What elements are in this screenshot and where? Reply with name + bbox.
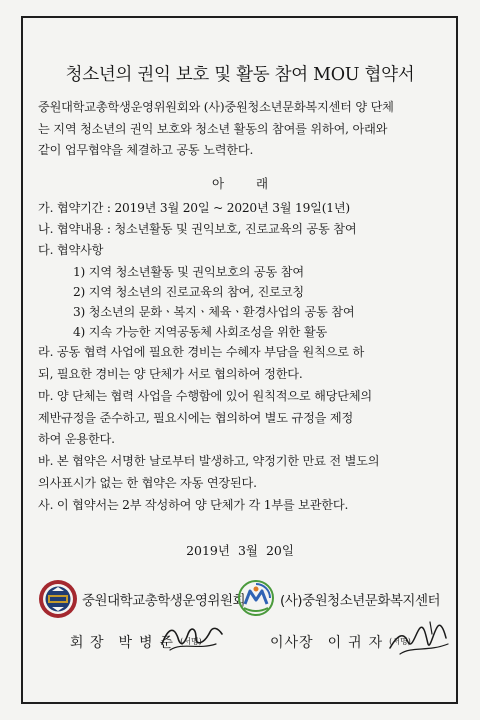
section-heading: 아 래 xyxy=(211,176,269,191)
left-signatory-name: 박병준 xyxy=(118,635,181,651)
clause-term-2: 2) 지역 청소년의 진로교육의 참여, 진로코칭 xyxy=(73,285,304,299)
left-party-name: 중원대학교총학생운영위원회 xyxy=(82,593,246,609)
clause-regulations: 마. 양 단체는 협력 사업을 수행함에 있어 원칙적으로 해당단체의 제반규정을 준수하고, 필요시에는 협의하여 별도 규정을 제정 하여 운용한다. xyxy=(38,389,372,446)
intro-paragraph: 중원대학교총학생운영위원회와 (사)중원청소년문화복지센터 양 단체 는 지역 청소년의 권익 보호와 청소년 활동의 참여를 위하여, 아래와 같이 업무협약을 체결하고 공동 노력한다. xyxy=(38,100,394,157)
clause-term-3: 3) 청소년의 문화ㆍ복지ㆍ체육ㆍ환경사업의 공동 참여 xyxy=(73,305,355,319)
right-handwritten-signature-icon xyxy=(386,618,452,658)
signing-date: 2019년 3월 20일 xyxy=(186,543,294,558)
right-signatory-role: 이사장 xyxy=(270,635,314,651)
clause-expenses: 라. 공동 협력 사업에 필요한 경비는 수혜자 부담을 원칙으로 하 되, 필요한 경비는 양 단체가 서로 협의하여 정한다. xyxy=(38,345,365,381)
center-logo-icon xyxy=(238,580,274,616)
university-emblem-icon xyxy=(38,579,78,619)
right-signatory-name: 이귀자 xyxy=(327,635,390,651)
clause-terms: 다. 협약사항 xyxy=(38,243,104,257)
right-signatory-seal: (서명) xyxy=(389,637,411,646)
left-signatory-seal: (서명) xyxy=(180,637,202,646)
clause-term-4: 4) 지속 가능한 지역공동체 사회조성을 위한 활동 xyxy=(73,325,328,339)
left-handwritten-signature-icon xyxy=(158,620,228,654)
clause-validity: 바. 본 협약은 서명한 날로부터 발생하고, 약정기한 만료 전 별도의 의사표시가 없는 한 협약은 자동 연장된다. xyxy=(38,454,380,490)
clause-copies: 사. 이 협약서는 2부 작성하여 양 단체가 각 1부를 보관한다. xyxy=(38,498,349,512)
left-signatory-role: 회 장 xyxy=(70,635,105,651)
clause-term-1: 1) 지역 청소년활동 및 권익보호의 공동 참여 xyxy=(73,265,304,279)
right-party-name: (사)중원청소년문화복지센터 xyxy=(280,593,441,609)
clause-period: 가. 협약기간 : 2019년 3월 20일 ~ 2020년 3월 19일(1년) xyxy=(38,201,350,215)
document-title: 청소년의 권익 보호 및 활동 참여 MOU 협약서 xyxy=(65,65,415,85)
clause-content: 나. 협약내용 : 청소년활동 및 권익보호, 진로교육의 공동 참여 xyxy=(38,222,357,236)
